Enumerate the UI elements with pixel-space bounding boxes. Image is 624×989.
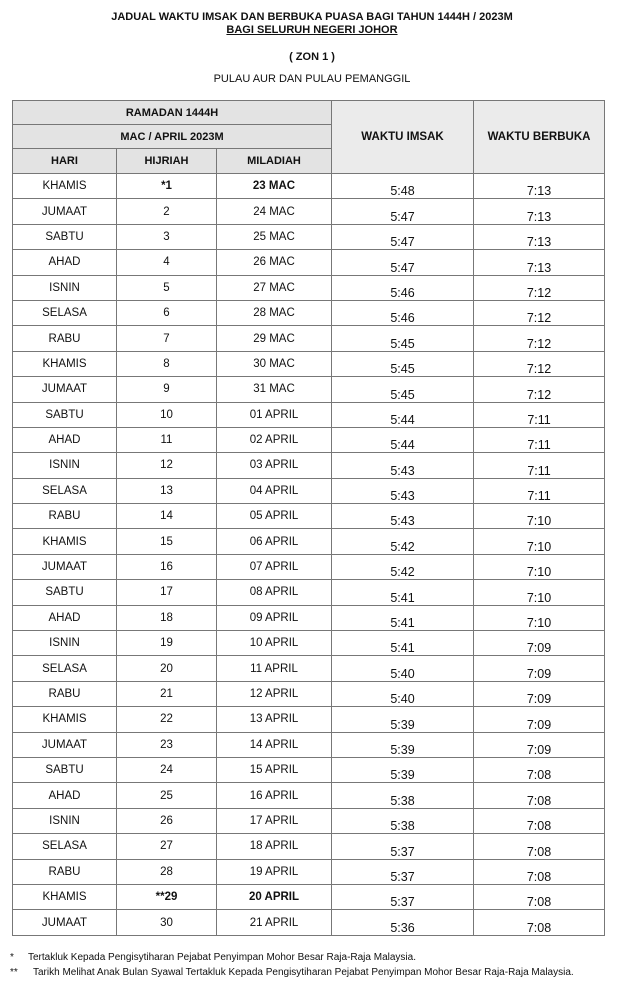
- day-cell: KHAMIS: [13, 529, 117, 554]
- berbuka-time-cell: 7:09: [474, 631, 605, 656]
- imsak-time-cell: 5:41: [332, 631, 474, 656]
- hijriah-cell: 21: [117, 681, 217, 706]
- miladiah-cell: 03 APRIL: [217, 453, 332, 478]
- imsak-time-cell: 5:40: [332, 656, 474, 681]
- day-cell: SELASA: [13, 656, 117, 681]
- schedule-table: [12, 100, 605, 936]
- imsak-time-cell: 5:37: [332, 884, 474, 909]
- miladiah-cell: 07 APRIL: [217, 554, 332, 579]
- day-cell: RABU: [13, 681, 117, 706]
- hijriah-cell: 7: [117, 326, 217, 351]
- hijriah-cell: 9: [117, 377, 217, 402]
- hijriah-cell: *1: [117, 174, 217, 199]
- miladiah-cell: 25 MAC: [217, 224, 332, 249]
- table-row: [13, 783, 605, 808]
- berbuka-time-cell: 7:11: [474, 478, 605, 503]
- miladiah-cell: 11 APRIL: [217, 656, 332, 681]
- hijriah-cell: 3: [117, 224, 217, 249]
- miladiah-cell: 08 APRIL: [217, 580, 332, 605]
- miladiah-cell: 18 APRIL: [217, 834, 332, 859]
- table-row: [13, 631, 605, 656]
- berbuka-time-cell: 7:09: [474, 656, 605, 681]
- table-row: [13, 326, 605, 351]
- imsak-time-cell: 5:39: [332, 732, 474, 757]
- day-cell: RABU: [13, 859, 117, 884]
- hijriah-cell: 10: [117, 402, 217, 427]
- imsak-time-cell: 5:37: [332, 859, 474, 884]
- miladiah-cell: 27 MAC: [217, 275, 332, 300]
- table-row: [13, 859, 605, 884]
- imsak-time-cell: 5:45: [332, 377, 474, 402]
- hijriah-cell: 20: [117, 656, 217, 681]
- hijriah-column-header: HIJRIAH: [117, 149, 217, 174]
- imsak-time-cell: 5:46: [332, 300, 474, 325]
- miladiah-cell: 10 APRIL: [217, 631, 332, 656]
- berbuka-time-cell: 7:08: [474, 884, 605, 909]
- masihi-month-header: MAC / APRIL 2023M: [13, 125, 332, 149]
- imsak-time-cell: 5:38: [332, 783, 474, 808]
- day-cell: KHAMIS: [13, 707, 117, 732]
- berbuka-time-cell: 7:10: [474, 504, 605, 529]
- area-label: PULAU AUR DAN PULAU PEMANGGIL: [213, 73, 411, 85]
- berbuka-time-cell: 7:08: [474, 808, 605, 833]
- hijriah-cell: 13: [117, 478, 217, 503]
- hijriah-cell: 16: [117, 554, 217, 579]
- day-cell: JUMAAT: [13, 377, 117, 402]
- miladiah-cell: 09 APRIL: [217, 605, 332, 630]
- day-cell: SELASA: [13, 834, 117, 859]
- imsak-time-cell: 5:45: [332, 351, 474, 376]
- miladiah-cell: 21 APRIL: [217, 910, 332, 935]
- miladiah-cell: 14 APRIL: [217, 732, 332, 757]
- table-row: [13, 732, 605, 757]
- berbuka-time-cell: 7:08: [474, 859, 605, 884]
- berbuka-time-cell: 7:12: [474, 326, 605, 351]
- day-cell: SABTU: [13, 580, 117, 605]
- footnote-text: Tertakluk Kepada Pengisytiharan Pejabat Penyimpan Mohor Besar Raja-Raja Malaysia.: [28, 952, 416, 963]
- hijriah-cell: 24: [117, 757, 217, 782]
- berbuka-time-cell: 7:08: [474, 910, 605, 935]
- day-cell: RABU: [13, 326, 117, 351]
- imsak-time-cell: 5:44: [332, 402, 474, 427]
- imsak-time-cell: 5:36: [332, 910, 474, 935]
- day-cell: RABU: [13, 504, 117, 529]
- imsak-time-cell: 5:42: [332, 554, 474, 579]
- day-cell: ISNIN: [13, 275, 117, 300]
- miladiah-cell: 04 APRIL: [217, 478, 332, 503]
- berbuka-time-cell: 7:12: [474, 377, 605, 402]
- imsak-time-cell: 5:47: [332, 199, 474, 224]
- berbuka-time-cell: 7:13: [474, 174, 605, 199]
- miladiah-column-header: MILADIAH: [217, 149, 332, 174]
- imsak-time-cell: 5:41: [332, 605, 474, 630]
- table-row: [13, 656, 605, 681]
- imsak-time-cell: 5:39: [332, 707, 474, 732]
- table-row: [13, 250, 605, 275]
- berbuka-time-cell: 7:09: [474, 732, 605, 757]
- hijriah-cell: 28: [117, 859, 217, 884]
- miladiah-cell: 05 APRIL: [217, 504, 332, 529]
- hari-column-header: HARI: [13, 149, 117, 174]
- miladiah-cell: 06 APRIL: [217, 529, 332, 554]
- day-cell: JUMAAT: [13, 732, 117, 757]
- hijriah-cell: 26: [117, 808, 217, 833]
- hijriah-cell: 19: [117, 631, 217, 656]
- miladiah-cell: 16 APRIL: [217, 783, 332, 808]
- table-row: [13, 478, 605, 503]
- berbuka-time-cell: 7:10: [474, 529, 605, 554]
- miladiah-cell: 23 MAC: [217, 174, 332, 199]
- miladiah-cell: 15 APRIL: [217, 757, 332, 782]
- berbuka-time-cell: 7:11: [474, 453, 605, 478]
- hijriah-cell: 11: [117, 427, 217, 452]
- table-row: [13, 224, 605, 249]
- imsak-time-cell: 5:43: [332, 453, 474, 478]
- miladiah-cell: 28 MAC: [217, 300, 332, 325]
- day-cell: SELASA: [13, 478, 117, 503]
- table-row: [13, 834, 605, 859]
- miladiah-cell: 26 MAC: [217, 250, 332, 275]
- table-row: [13, 377, 605, 402]
- imsak-time-cell: 5:40: [332, 681, 474, 706]
- miladiah-cell: 02 APRIL: [217, 427, 332, 452]
- table-row: [13, 504, 605, 529]
- table-row: [13, 199, 605, 224]
- berbuka-time-cell: 7:13: [474, 250, 605, 275]
- berbuka-column-header: WAKTU BERBUKA: [474, 101, 605, 174]
- hijriah-cell: 14: [117, 504, 217, 529]
- hijriah-cell: 2: [117, 199, 217, 224]
- table-row: [13, 707, 605, 732]
- imsak-column-header: WAKTU IMSAK: [332, 101, 474, 174]
- berbuka-time-cell: 7:09: [474, 707, 605, 732]
- day-cell: JUMAAT: [13, 199, 117, 224]
- miladiah-cell: 12 APRIL: [217, 681, 332, 706]
- imsak-time-cell: 5:38: [332, 808, 474, 833]
- miladiah-cell: 13 APRIL: [217, 707, 332, 732]
- hijriah-cell: 30: [117, 910, 217, 935]
- hijriah-cell: 4: [117, 250, 217, 275]
- berbuka-time-cell: 7:09: [474, 681, 605, 706]
- berbuka-time-cell: 7:12: [474, 300, 605, 325]
- hijriah-cell: 6: [117, 300, 217, 325]
- imsak-time-cell: 5:43: [332, 478, 474, 503]
- day-cell: JUMAAT: [13, 554, 117, 579]
- day-cell: JUMAAT: [13, 910, 117, 935]
- berbuka-time-cell: 7:10: [474, 605, 605, 630]
- berbuka-time-cell: 7:08: [474, 834, 605, 859]
- hijri-month-header: RAMADAN 1444H: [13, 101, 332, 125]
- hijriah-cell: 25: [117, 783, 217, 808]
- table-row: [13, 300, 605, 325]
- document-subtitle: BAGI SELURUH NEGERI JOHOR: [226, 24, 398, 36]
- miladiah-cell: 24 MAC: [217, 199, 332, 224]
- table-row: [13, 605, 605, 630]
- miladiah-cell: 17 APRIL: [217, 808, 332, 833]
- day-cell: SABTU: [13, 224, 117, 249]
- day-cell: AHAD: [13, 427, 117, 452]
- imsak-time-cell: 5:48: [332, 174, 474, 199]
- imsak-time-cell: 5:47: [332, 224, 474, 249]
- table-row: [13, 402, 605, 427]
- imsak-time-cell: 5:42: [332, 529, 474, 554]
- miladiah-cell: 19 APRIL: [217, 859, 332, 884]
- table-row: [13, 174, 605, 199]
- day-cell: SELASA: [13, 300, 117, 325]
- hijriah-cell: 5: [117, 275, 217, 300]
- berbuka-time-cell: 7:13: [474, 224, 605, 249]
- table-row: [13, 884, 605, 909]
- table-row: [13, 757, 605, 782]
- imsak-time-cell: 5:45: [332, 326, 474, 351]
- miladiah-cell: 20 APRIL: [217, 884, 332, 909]
- berbuka-time-cell: 7:11: [474, 427, 605, 452]
- table-row: [13, 453, 605, 478]
- table-row: [13, 275, 605, 300]
- hijriah-cell: 12: [117, 453, 217, 478]
- berbuka-time-cell: 7:12: [474, 351, 605, 376]
- day-cell: ISNIN: [13, 808, 117, 833]
- footnote-marker: **: [10, 967, 18, 978]
- miladiah-cell: 29 MAC: [217, 326, 332, 351]
- hijriah-cell: 23: [117, 732, 217, 757]
- hijriah-cell: 22: [117, 707, 217, 732]
- imsak-time-cell: 5:39: [332, 757, 474, 782]
- day-cell: AHAD: [13, 250, 117, 275]
- table-row: [13, 427, 605, 452]
- imsak-time-cell: 5:46: [332, 275, 474, 300]
- hijriah-cell: 17: [117, 580, 217, 605]
- berbuka-time-cell: 7:08: [474, 757, 605, 782]
- miladiah-cell: 30 MAC: [217, 351, 332, 376]
- miladiah-cell: 01 APRIL: [217, 402, 332, 427]
- day-cell: KHAMIS: [13, 174, 117, 199]
- day-cell: KHAMIS: [13, 884, 117, 909]
- berbuka-time-cell: 7:10: [474, 580, 605, 605]
- table-row: [13, 529, 605, 554]
- hijriah-cell: **29: [117, 884, 217, 909]
- table-row: [13, 681, 605, 706]
- hijriah-cell: 8: [117, 351, 217, 376]
- zone-label: ( ZON 1 ): [289, 51, 335, 63]
- berbuka-time-cell: 7:12: [474, 275, 605, 300]
- table-row: [13, 910, 605, 935]
- berbuka-time-cell: 7:10: [474, 554, 605, 579]
- day-cell: ISNIN: [13, 453, 117, 478]
- day-cell: SABTU: [13, 402, 117, 427]
- miladiah-cell: 31 MAC: [217, 377, 332, 402]
- day-cell: KHAMIS: [13, 351, 117, 376]
- hijriah-cell: 15: [117, 529, 217, 554]
- imsak-time-cell: 5:47: [332, 250, 474, 275]
- berbuka-time-cell: 7:08: [474, 783, 605, 808]
- day-cell: ISNIN: [13, 631, 117, 656]
- day-cell: AHAD: [13, 783, 117, 808]
- imsak-time-cell: 5:44: [332, 427, 474, 452]
- footnote-marker: *: [10, 952, 14, 963]
- table-row: [13, 808, 605, 833]
- berbuka-time-cell: 7:11: [474, 402, 605, 427]
- table-row: [13, 351, 605, 376]
- footnote-text: Tarikh Melihat Anak Bulan Syawal Tertakluk Kepada Pengisytiharan Pejabat Penyimpan Mohor Besar Raja-Raja Malaysia.: [33, 967, 574, 978]
- imsak-time-cell: 5:37: [332, 834, 474, 859]
- table-row: [13, 580, 605, 605]
- document-title: JADUAL WAKTU IMSAK DAN BERBUKA PUASA BAGI TAHUN 1444H / 2023M: [111, 11, 513, 23]
- day-cell: SABTU: [13, 757, 117, 782]
- table-row: [13, 554, 605, 579]
- imsak-time-cell: 5:41: [332, 580, 474, 605]
- day-cell: AHAD: [13, 605, 117, 630]
- hijriah-cell: 27: [117, 834, 217, 859]
- berbuka-time-cell: 7:13: [474, 199, 605, 224]
- imsak-time-cell: 5:43: [332, 504, 474, 529]
- hijriah-cell: 18: [117, 605, 217, 630]
